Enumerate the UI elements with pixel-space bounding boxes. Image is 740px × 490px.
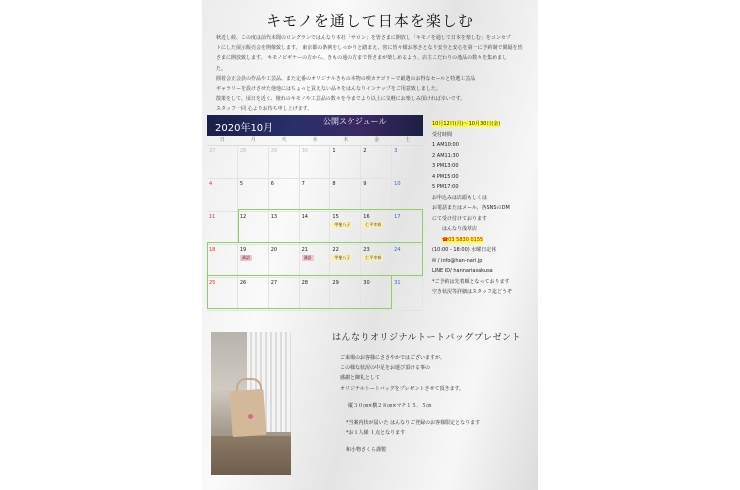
day-cell: 16 仁平幸春 — [361, 212, 392, 245]
day-cell: 11 — [207, 212, 238, 245]
day-cell: 20 — [269, 245, 300, 278]
period-text: 10月12日(月)～10月30日(金) — [432, 121, 501, 127]
event-tag: 濱語 — [303, 255, 312, 260]
email-address[interactable]: ✉ / info@han-nari.jp — [432, 257, 483, 264]
day-cell: 27 — [269, 278, 300, 311]
note-text: *ご予約は先着順となっております — [432, 278, 510, 285]
floor — [211, 436, 291, 475]
day-cell: 29 — [330, 278, 361, 311]
day-cell: 15 甲斐八子 — [330, 212, 361, 245]
present-line: 感謝と御礼として — [340, 375, 381, 382]
intro-line: 圓着会正会員の作品や工芸品、また定番のオリジナルきもの本物の唄カテゴリーで厳選のお得なセールと特選工芸品 — [216, 75, 476, 82]
day-cell: 27 — [207, 146, 238, 179]
time-slot: 2 AM11:30 — [432, 152, 459, 159]
calendar-month: 2020年10月 — [215, 123, 274, 134]
booking-text: にて受け付けております — [432, 215, 488, 222]
day-cell: 8 — [330, 179, 361, 212]
weekday-label: 水 — [312, 137, 318, 143]
day-cell: 12 — [238, 212, 269, 245]
present-line: この様な状況の中足をお運び頂ける事の — [340, 365, 431, 372]
intro-text — [216, 33, 532, 115]
day-cell: 2 — [361, 146, 392, 179]
day-cell: 29 — [269, 146, 300, 179]
day-cell: 3 — [392, 146, 423, 179]
weekday-label: 土 — [405, 137, 411, 143]
day-cell: 30 — [361, 278, 392, 311]
present-credit: 和小物さくら謹製 — [346, 447, 387, 454]
hours-label: 受付時間 — [432, 131, 453, 138]
line-id: LINE ID/ hannariasakusa — [432, 268, 493, 274]
bag-size: 縦３０㎝×横２８㎝×マチ１５．５㎝ — [348, 402, 432, 409]
day-cell: 5 — [238, 179, 269, 212]
present-line: オリジナルトートバッグをプレゼントさせて頂きます。 — [340, 385, 465, 392]
intro-line: さまに開放致します。 キモノビギナーの方から、きもの通の方まで皆さまが楽しめるよう、店主こだわりの逸品の数々を集めまし — [216, 55, 508, 62]
reservation-info — [432, 119, 540, 298]
day-cell: 22 甲斐八子 — [330, 245, 361, 278]
day-cell: 28 — [300, 278, 331, 311]
day-cell: 7 — [300, 179, 331, 212]
day-cell: 1 — [330, 146, 361, 179]
day-cell: 13 — [269, 212, 300, 245]
intro-line: トにした展示販売会を開催致します。 東京都の条例をしっかりと踏まえ、密に皆々様お寒さとなり安全と安心を第一に予約制で間隔を皆 — [216, 45, 523, 52]
day-cell: 19 濱語 — [238, 245, 269, 278]
day-cell: 4 — [207, 179, 238, 212]
tote-bag-photo — [211, 332, 291, 475]
tote-bag — [229, 389, 266, 437]
intro-line: 散策をして、頃日を近く、憧れのキモノや工芸品の数々を今までより以上に気軽にお楽しみ頂ければ幸いです。 — [216, 96, 466, 103]
shop-name: はんなり浅草店 — [442, 226, 478, 232]
day-cell: 31 — [392, 278, 423, 311]
day-cell: 6 — [269, 179, 300, 212]
event-tag: 甲斐八子 — [334, 255, 351, 260]
calendar-header — [207, 115, 423, 136]
weekday-label: 月 — [250, 137, 256, 143]
time-slot: 5 PM17:00 — [432, 184, 459, 190]
weekday-label: 金 — [374, 137, 380, 143]
event-tag: 濱語 — [241, 255, 250, 260]
event-tag: 仁平幸春 — [365, 222, 382, 227]
intro-line: 秋近し候、この度は前代未聞のロングランではんなり本社「サロン」を皆さまに開放し「キモノを通して日本を楽しむ」をコンセプ — [216, 35, 511, 41]
day-cell: 30 — [300, 146, 331, 179]
day-cell: 23 仁平幸春 — [361, 245, 392, 278]
phone-number[interactable]: ☎03 5830 0155 — [442, 236, 484, 243]
business-hours: (10:00 - 18:00) 水曜日定休 — [432, 247, 497, 253]
day-cell: 25 — [207, 278, 238, 311]
day-cell: 10 — [392, 179, 423, 212]
day-cell: 18 — [207, 245, 238, 278]
present-heading: はんなりオリジナルトートバッグプレゼント — [332, 333, 522, 343]
booking-text: お電話またはメール、各SNSのDM — [432, 205, 510, 211]
note-text: 空き状況等詳細はスタッフ迄どうぞ — [432, 289, 513, 295]
bag-logo — [248, 414, 253, 419]
event-tag: 仁平幸春 — [365, 255, 382, 260]
booking-text: お申込みは店頭もしくは — [432, 194, 488, 201]
intro-line: た。 — [216, 65, 227, 72]
calendar-grid — [207, 146, 423, 311]
day-cell: 17 — [392, 212, 423, 245]
calendar-subtitle: 公開スケジュール — [323, 117, 387, 126]
time-slot: 4 PM15:00 — [432, 173, 459, 180]
time-slot: 3 PM13:00 — [432, 163, 459, 169]
time-slot: 1 AM10:00 — [432, 142, 459, 148]
day-cell: 21 濱語 — [300, 245, 331, 278]
day-cell: 26 — [238, 278, 269, 311]
weekday-label: 日 — [219, 137, 225, 143]
day-cell: 28 — [238, 146, 269, 179]
present-line: ご来場のお客様にささやかではございますが、 — [340, 355, 446, 361]
weekday-label: 木 — [343, 137, 349, 143]
day-cell: 9 — [361, 179, 392, 212]
schedule-calendar — [207, 115, 423, 311]
weekday-row — [207, 136, 423, 146]
weekday-label: 火 — [281, 137, 287, 143]
intro-line: スタッフ一同 心よりお待ち申し上げます。 — [216, 106, 313, 113]
day-cell: 24 — [392, 245, 423, 278]
event-tag: 甲斐八子 — [334, 222, 351, 227]
intro-line: ギャラリーを設けさせた他他にはちょっと買えない品々をはんなりインナップをご用意致しました。 — [216, 86, 441, 93]
page-title: キモノを通して日本を楽しむ — [266, 12, 474, 30]
present-note: *当案内状が届いた はんなりご登録のお客様限定となります — [346, 420, 481, 427]
present-section — [332, 330, 532, 456]
day-cell: 14 — [300, 212, 331, 245]
present-note: *お１人様 １点となります — [346, 430, 406, 437]
